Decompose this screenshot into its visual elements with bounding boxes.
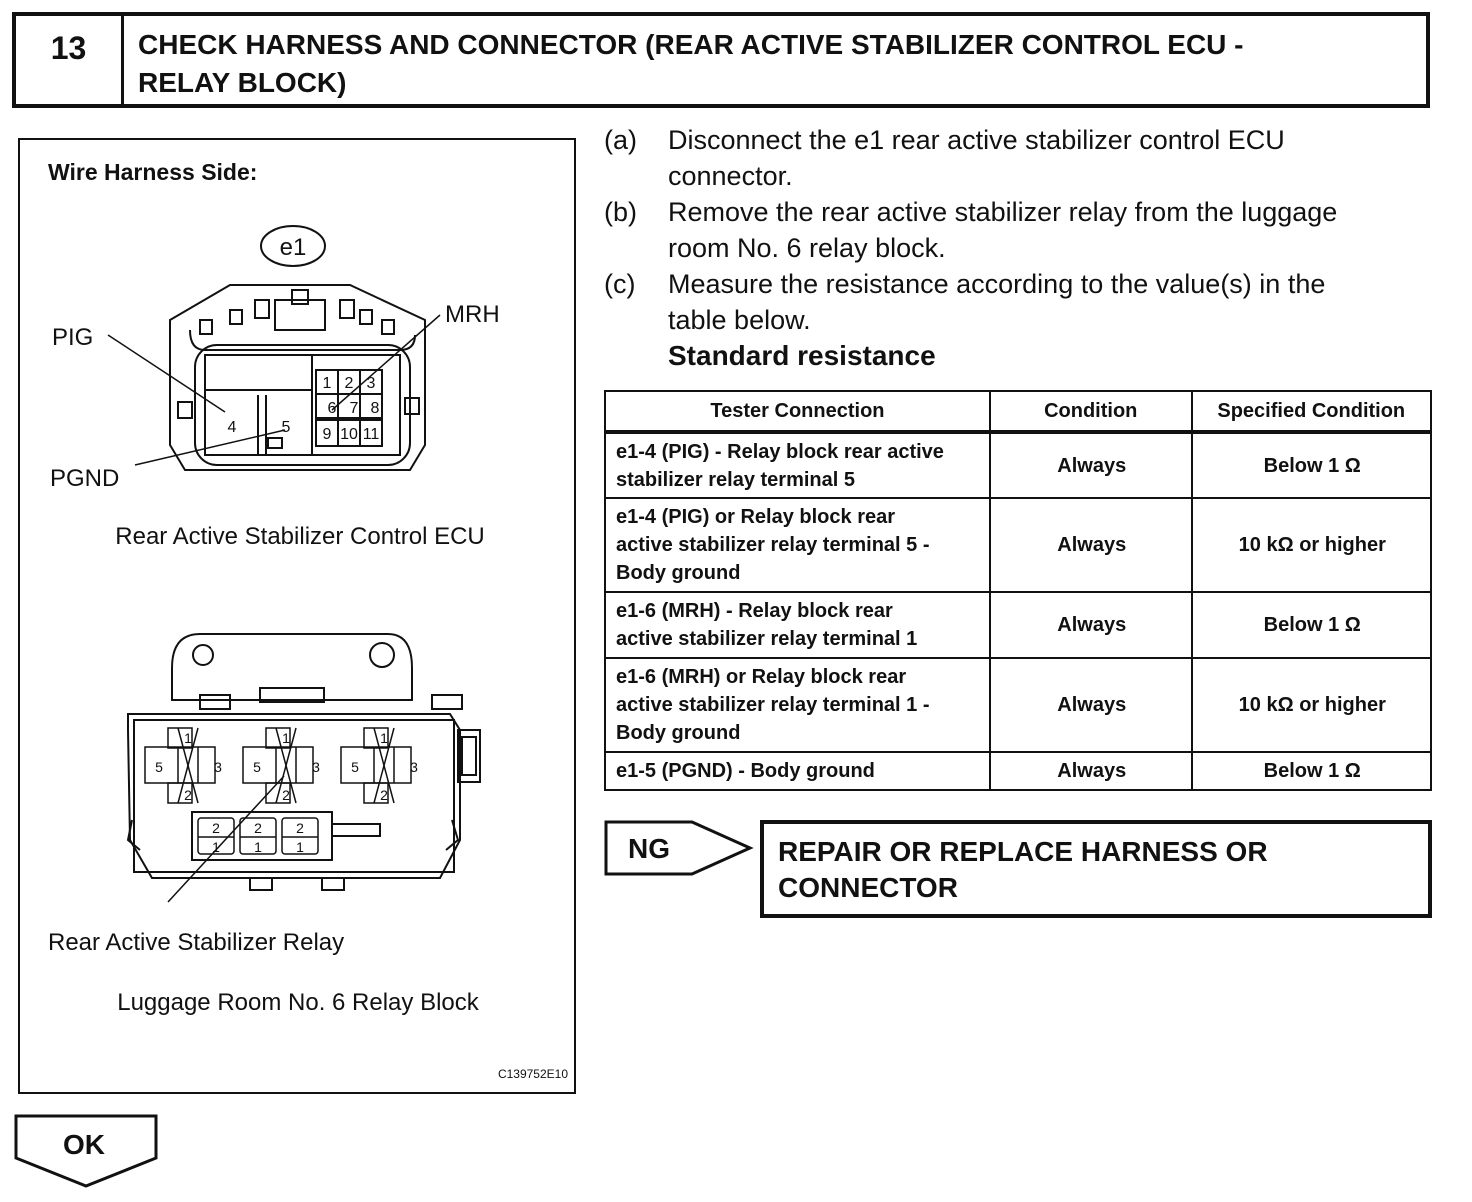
table-row [605,498,1431,592]
tester-connection-cell: e1-5 (PGND) - Body ground [605,752,990,790]
table-row [605,432,1431,498]
table-row [605,592,1431,658]
step-b-line1: Remove the rear active stabilizer relay from the luggage [668,197,1338,227]
step-c-line1: Measure the resistance according to the value(s) in the [668,269,1326,299]
leader-lines [108,315,440,902]
step-letter-a: (a) [604,125,637,155]
step-letter-c: (c) [604,269,636,299]
column-header: Specified Condition [1192,391,1431,432]
figure-heading: Wire Harness Side: [48,159,258,185]
ecu-pin: 4 [227,419,237,436]
tester-connection-cell: e1-4 (PIG) or Relay block rear active stabilizer relay terminal 5 - Body ground [605,498,990,592]
ecu-connector [170,285,425,470]
step-a-text [668,122,1448,194]
step-c-line2: table below. [668,305,811,335]
wiring-figure [18,138,576,1094]
ecu-pin: 11 [362,426,380,443]
step-b-line2: room No. 6 relay block. [668,233,946,263]
ecu-pin: 2 [344,375,354,392]
ecu-pin: 6 [327,400,337,417]
step-a-line1: Disconnect the e1 rear active stabilizer control ECU [668,125,1285,155]
step-title-line1: CHECK HARNESS AND CONNECTOR (REAR ACTIVE STABILIZER CONTROL ECU - [138,29,1244,60]
specified-condition-cell: 10 kΩ or higher [1192,658,1431,752]
relay-pin: 3 [312,759,320,775]
pig-label: PIG [52,324,94,351]
step-title [138,26,1408,102]
connector-id: e1 [279,234,307,261]
relay-block-caption: Luggage Room No. 6 Relay Block [117,989,479,1016]
relay-pin: 2 [282,787,290,803]
pgnd-label: PGND [50,465,120,492]
specified-condition-cell: 10 kΩ or higher [1192,498,1431,592]
table-row [605,752,1431,790]
ecu-pin-labels [228,375,380,443]
small-relay-pin: 1 [254,839,262,855]
condition-cell: Always [990,498,1192,592]
ng-arrow[interactable] [604,820,754,878]
tester-connection-cell: e1-4 (PIG) - Relay block rear active stabilizer relay terminal 5 [605,432,990,498]
resistance-table [604,390,1432,791]
condition-cell: Always [990,592,1192,658]
small-relay-pin: 2 [296,820,304,836]
relay-pin: 3 [214,759,222,775]
relay-pin: 1 [184,730,192,746]
small-relay-pin: 1 [212,839,220,855]
specified-condition-cell: Below 1 Ω [1192,432,1431,498]
ok-arrow[interactable] [14,1114,162,1190]
step-letter-b: (b) [604,197,637,227]
step-header [12,12,1430,108]
relay-pin: 1 [380,730,388,746]
standard-resistance-heading: Standard resistance [668,340,936,371]
ecu-caption: Rear Active Stabilizer Control ECU [115,523,485,550]
ecu-pin: 1 [322,375,332,392]
ecu-pin: 9 [322,426,332,443]
table-header-row [605,391,1431,432]
small-relay-pin: 1 [296,839,304,855]
column-header: Condition [990,391,1192,432]
ng-label: NG [628,833,670,864]
ng-result-line1: REPAIR OR REPLACE HARNESS OR [778,836,1268,867]
column-header: Tester Connection [605,391,990,432]
relay-pin: 2 [184,787,192,803]
step-number: 13 [16,16,124,104]
relay-caption: Rear Active Stabilizer Relay [48,929,345,956]
relay-block [128,634,480,890]
step-c-text [668,266,1448,338]
condition-cell: Always [990,432,1192,498]
ecu-pin: 3 [366,375,376,392]
relay-pin: 5 [253,759,261,775]
tester-connection-cell: e1-6 (MRH) - Relay block rear active stabilizer relay terminal 1 [605,592,990,658]
ng-result-line2: CONNECTOR [778,872,958,903]
table-row [605,658,1431,752]
relay-pin: 2 [380,787,388,803]
ecu-pin: 7 [349,400,359,417]
ok-label: OK [63,1129,105,1160]
step-a-line2: connector. [668,161,793,191]
connector-diagram [20,140,574,1092]
step-title-line2: RELAY BLOCK) [138,67,347,98]
relay-pin: 1 [282,730,290,746]
relay-pin: 5 [351,759,359,775]
tester-connection-cell: e1-6 (MRH) or Relay block rear active stabilizer relay terminal 1 - Body ground [605,658,990,752]
relay-pin: 3 [410,759,418,775]
ecu-pin: 10 [340,426,358,443]
step-b-text [668,194,1448,266]
ng-result-box [760,820,1432,918]
specified-condition-cell: Below 1 Ω [1192,752,1431,790]
small-relay-pin: 2 [254,820,262,836]
mrh-label: MRH [445,301,500,328]
specified-condition-cell: Below 1 Ω [1192,592,1431,658]
ecu-pin: 8 [370,400,380,417]
condition-cell: Always [990,658,1192,752]
ecu-pin: 5 [281,419,291,436]
figure-code: C139752E10 [497,1067,568,1081]
condition-cell: Always [990,752,1192,790]
relay-pin: 5 [155,759,163,775]
small-relay-pin: 2 [212,820,220,836]
